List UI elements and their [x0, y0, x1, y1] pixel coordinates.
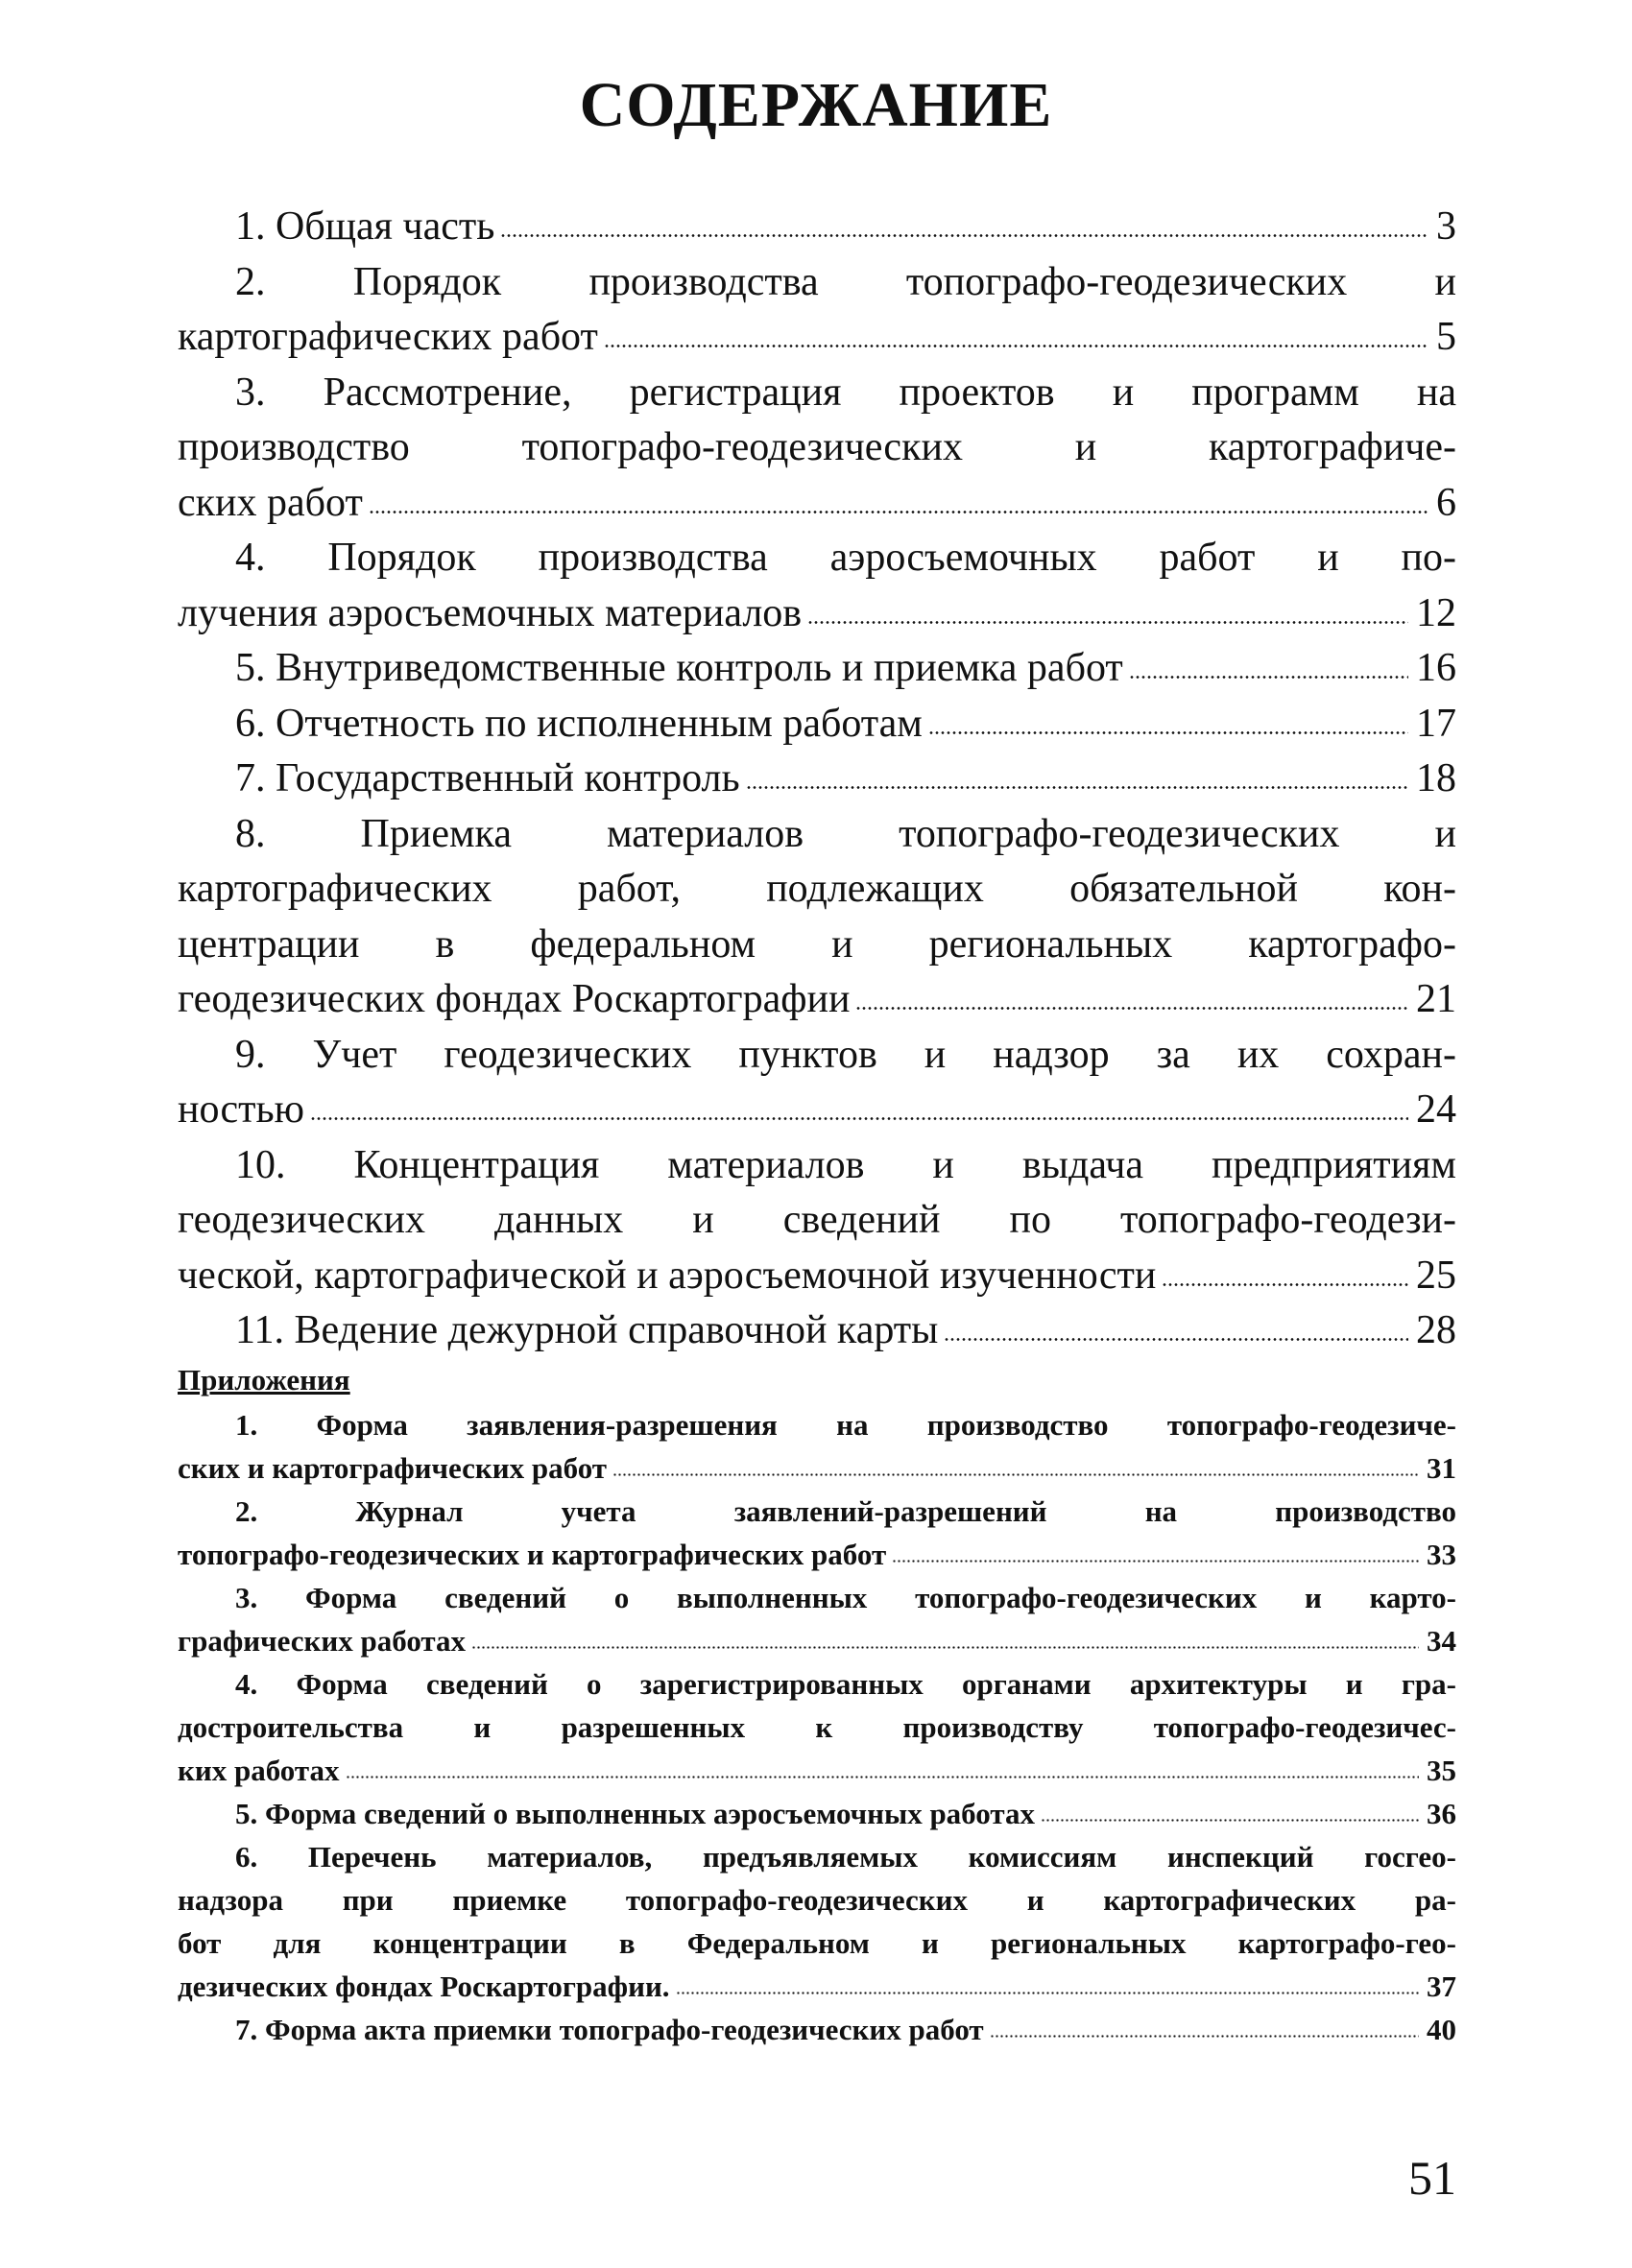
entry-line	[178, 1922, 1456, 1965]
entry-line	[178, 1619, 1456, 1662]
toc-entry	[178, 752, 1456, 807]
entry-text: 7. Государственный контроль	[235, 756, 740, 800]
entry-page-number: 18	[1416, 756, 1456, 800]
page-number: 51	[1408, 2151, 1456, 2205]
dot-leader	[604, 345, 1428, 347]
entry-text: 6. Перечень материалов, предъявляемых комиссиям инспекций госгео-	[235, 1840, 1456, 1874]
entry-line	[178, 366, 1456, 421]
entry-page-number: 25	[1416, 1253, 1456, 1298]
entry-line	[178, 586, 1456, 642]
entry-text: ких работах	[178, 1754, 340, 1787]
toc-entry	[178, 1138, 1456, 1304]
entry-text: 1. Общая часть	[235, 204, 495, 249]
entry-line	[178, 1749, 1456, 1792]
dot-leader	[990, 2035, 1419, 2038]
toc-entry	[178, 697, 1456, 752]
entry-line	[178, 1446, 1456, 1490]
entry-line	[178, 1662, 1456, 1706]
entry-page-number: 24	[1416, 1087, 1456, 1132]
dot-leader	[676, 1992, 1419, 1994]
entry-line	[178, 1792, 1456, 1835]
entry-line	[178, 862, 1456, 918]
entry-page-number: 17	[1416, 701, 1456, 746]
entry-line	[178, 1533, 1456, 1576]
entry-page-number: 33	[1427, 1538, 1456, 1571]
entry-page-number: 36	[1427, 1797, 1456, 1830]
entry-line	[178, 1249, 1456, 1304]
entry-page-number: 6	[1436, 480, 1456, 525]
entry-text: 4. Форма сведений о зарегистрированных органами архитектуры и гра-	[235, 1667, 1456, 1701]
entry-line	[178, 2008, 1456, 2051]
entry-line	[178, 1706, 1456, 1749]
entry-line	[178, 918, 1456, 973]
entry-text: достроительства и разрешенных к производству топографо-геодезичес-	[178, 1710, 1456, 1744]
entry-page-number: 16	[1416, 646, 1456, 690]
appendix-entry	[178, 1403, 1456, 1490]
entry-text: 5. Форма сведений о выполненных аэросъемочных работах	[235, 1797, 1035, 1830]
entry-text: надзора при приемке топографо-геодезических и картографических ра-	[178, 1883, 1456, 1917]
entry-text: 3. Форма сведений о выполненных топографо-геодезических и карто-	[235, 1581, 1456, 1614]
entry-line	[178, 420, 1456, 476]
dot-leader	[310, 1117, 1408, 1120]
entry-line	[178, 200, 1456, 255]
dot-leader	[369, 511, 1428, 513]
dot-leader	[346, 1776, 1419, 1779]
toc-entry	[178, 641, 1456, 697]
dot-leader	[612, 1473, 1419, 1476]
entry-text: 10. Концентрация материалов и выдача предприятиям	[235, 1142, 1456, 1187]
dot-leader	[1162, 1283, 1408, 1286]
dot-leader	[928, 731, 1408, 734]
entry-line	[178, 476, 1456, 532]
entry-text: 6. Отчетность по исполненным работам	[235, 701, 923, 746]
dot-leader	[471, 1646, 1419, 1649]
entry-line	[178, 531, 1456, 586]
entry-page-number: 40	[1427, 2013, 1456, 2046]
toc-entry	[178, 807, 1456, 1028]
entry-text: графических работах	[178, 1624, 467, 1658]
entry-text: 2. Журнал учета заявлений-разрешений на производство	[235, 1494, 1456, 1528]
entry-line	[178, 1878, 1456, 1922]
dot-leader	[807, 621, 1408, 624]
entry-line	[178, 1138, 1456, 1194]
toc-entry	[178, 255, 1456, 366]
appendix-entry	[178, 1662, 1456, 1792]
entry-page-number: 37	[1427, 1970, 1456, 2003]
entry-text: топографо-геодезических и картографических работ	[178, 1538, 887, 1571]
entry-text: 7. Форма акта приемки топографо-геодезических работ	[235, 2013, 984, 2046]
entry-text: картографических работ, подлежащих обязательной кон-	[178, 867, 1456, 911]
dot-leader	[944, 1338, 1408, 1341]
entry-text: 11. Ведение дежурной справочной карты	[235, 1308, 939, 1352]
entry-text: картографических работ	[178, 315, 598, 359]
entry-text: 3. Рассмотрение, регистрация проектов и программ на	[235, 370, 1456, 415]
dot-leader	[892, 1560, 1419, 1563]
entry-line	[178, 1965, 1456, 2008]
entry-text: центрации в федеральном и региональных картографо-	[178, 921, 1456, 967]
entry-text: геодезических данных и сведений по топографо-геодези-	[178, 1198, 1456, 1242]
entry-line	[178, 1835, 1456, 1878]
entry-line	[178, 1193, 1456, 1249]
entry-line	[178, 1083, 1456, 1138]
toc-entry	[178, 1028, 1456, 1138]
entry-page-number: 28	[1416, 1308, 1456, 1352]
entry-text: ских работ	[178, 480, 363, 525]
toc-entry	[178, 531, 1456, 641]
dot-leader	[1129, 676, 1408, 679]
appendix-entry	[178, 1835, 1456, 2008]
entry-line	[178, 697, 1456, 752]
entry-text: лучения аэросъемочных материалов	[178, 590, 803, 635]
entry-line	[178, 255, 1456, 311]
entry-page-number: 35	[1427, 1754, 1456, 1787]
entry-line	[178, 1028, 1456, 1084]
entry-page-number: 5	[1436, 315, 1456, 359]
entry-text: геодезических фондах Роскартографии	[178, 977, 851, 1021]
page-title: СОДЕРЖАНИЕ	[579, 70, 1053, 140]
entry-text: 9. Учет геодезических пунктов и надзор за их сохран-	[235, 1032, 1456, 1077]
entry-text: 4. Порядок производства аэросъемочных работ и по-	[235, 536, 1456, 580]
dot-leader	[746, 786, 1408, 789]
entry-text: ческой, картографической и аэросъемочной изученности	[178, 1253, 1157, 1298]
entry-page-number: 12	[1416, 590, 1456, 635]
entry-line	[178, 1576, 1456, 1619]
entry-line	[178, 1490, 1456, 1533]
entry-page-number: 3	[1436, 204, 1456, 249]
entry-page-number: 34	[1427, 1624, 1456, 1658]
dot-leader	[500, 234, 1428, 237]
appendix-entry	[178, 1490, 1456, 1576]
entry-text: 5. Внутриведомственные контроль и приемка работ	[235, 646, 1123, 690]
entry-line	[178, 1403, 1456, 1446]
appendix-entry	[178, 1792, 1456, 1835]
table-of-contents	[178, 200, 1456, 1359]
entry-text: ских и картографических работ	[178, 1451, 608, 1485]
entry-text: 1. Форма заявления-разрешения на производство топографо-геодезиче-	[235, 1408, 1456, 1442]
entry-line	[178, 752, 1456, 807]
entry-text: производство топографо-геодезических и картографиче-	[178, 425, 1456, 469]
entry-line	[178, 641, 1456, 697]
entry-text: дезических фондах Роскартографии.	[178, 1970, 670, 2003]
entry-line	[178, 1303, 1456, 1359]
appendix-entry	[178, 2008, 1456, 2051]
entry-line	[178, 807, 1456, 863]
entry-text: 8. Приемка материалов топографо-геодезических и	[235, 811, 1456, 856]
entry-line	[178, 310, 1456, 366]
entry-page-number: 31	[1427, 1451, 1456, 1485]
entry-line	[178, 972, 1456, 1028]
toc-entry	[178, 200, 1456, 255]
appendices-heading: Приложения	[178, 1363, 350, 1397]
entry-text: 2. Порядок производства топографо-геодезических и	[235, 259, 1456, 304]
appendix-entry	[178, 1576, 1456, 1662]
entry-text: ностью	[178, 1087, 305, 1132]
toc-entry	[178, 1303, 1456, 1359]
toc-entry	[178, 366, 1456, 532]
dot-leader	[1041, 1819, 1419, 1822]
entry-page-number: 21	[1416, 977, 1456, 1021]
appendices-list	[178, 1403, 1456, 2051]
entry-text: бот для концентрации в Федеральном и региональных картографо-гео-	[178, 1926, 1456, 1960]
dot-leader	[855, 1007, 1408, 1010]
